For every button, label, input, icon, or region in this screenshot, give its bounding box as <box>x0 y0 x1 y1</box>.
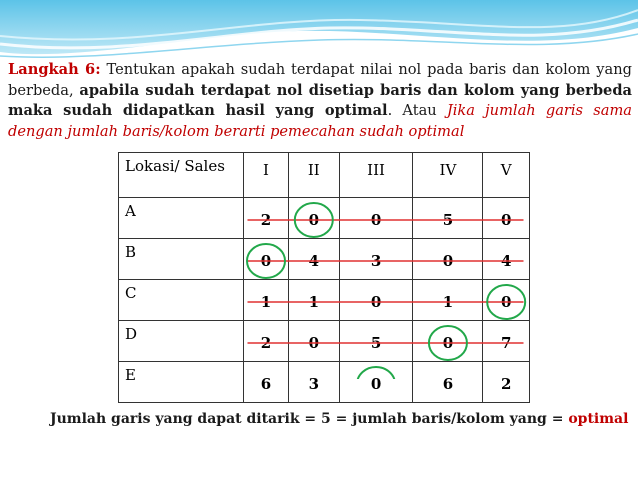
step-text-1: Tentukan apakah sudah terdapat nilai nol pada baris dan kolom yang berbeda, <box>8 61 632 99</box>
table-cell: 5 <box>413 198 483 239</box>
step-label: Langkah 6: <box>8 61 101 78</box>
step-bold-text: apabila sudah terdapat nol disetiap baris dan kolom yang berbeda maka sudah didapatkan hasil yang optimal <box>8 81 632 119</box>
row-label: B <box>119 239 244 280</box>
table-cell: 5 <box>339 321 413 362</box>
table-row <box>119 362 530 403</box>
table-cell: 0 <box>244 239 289 280</box>
column-header: IV <box>413 153 483 198</box>
footer-optimal: optimal <box>568 411 629 427</box>
column-header: II <box>289 153 340 198</box>
table-cell: 1 <box>413 280 483 321</box>
table-cell: 1 <box>244 280 289 321</box>
table-cell: 0 <box>483 280 530 321</box>
column-header: I <box>244 153 289 198</box>
table-cell: 0 <box>289 321 340 362</box>
row-label: D <box>119 321 244 362</box>
table-cell: 0 <box>339 280 413 321</box>
column-header: V <box>483 153 530 198</box>
header-decoration <box>0 0 638 62</box>
table-cell: 6 <box>413 362 483 403</box>
footer-conclusion <box>50 411 628 427</box>
table-header-row <box>119 153 530 198</box>
table-row <box>119 321 530 362</box>
table-row <box>119 239 530 280</box>
table-cell: 1 <box>289 280 340 321</box>
table-cell: 0 <box>339 362 413 403</box>
table-cell: 4 <box>289 239 340 280</box>
table-cell: 3 <box>289 362 340 403</box>
table-cell: 2 <box>483 362 530 403</box>
row-label: E <box>119 362 244 403</box>
step-paragraph <box>8 60 632 142</box>
row-label: C <box>119 280 244 321</box>
step-italic-text: Jika jumlah garis sama dengan jumlah baris/kolom berarti pemecahan sudah optimal <box>8 102 632 140</box>
table-cell: 0 <box>289 198 340 239</box>
table-cell: 7 <box>483 321 530 362</box>
assignment-table <box>118 152 530 393</box>
table-row <box>119 280 530 321</box>
table-corner-header: Lokasi/ Sales <box>119 153 244 198</box>
table-cell: 2 <box>244 321 289 362</box>
table-cell: 0 <box>483 198 530 239</box>
table-cell: 2 <box>244 198 289 239</box>
row-label: A <box>119 198 244 239</box>
table-cell: 0 <box>413 321 483 362</box>
step-text-2: . Atau <box>387 102 447 119</box>
footer-text: Jumlah garis yang dapat ditarik = 5 = jumlah baris/kolom yang = <box>50 411 569 427</box>
column-header: III <box>339 153 413 198</box>
table-cell: 3 <box>339 239 413 280</box>
table-row <box>119 198 530 239</box>
table-cell: 4 <box>483 239 530 280</box>
table-cell: 6 <box>244 362 289 403</box>
table-cell: 0 <box>339 198 413 239</box>
table-cell: 0 <box>413 239 483 280</box>
